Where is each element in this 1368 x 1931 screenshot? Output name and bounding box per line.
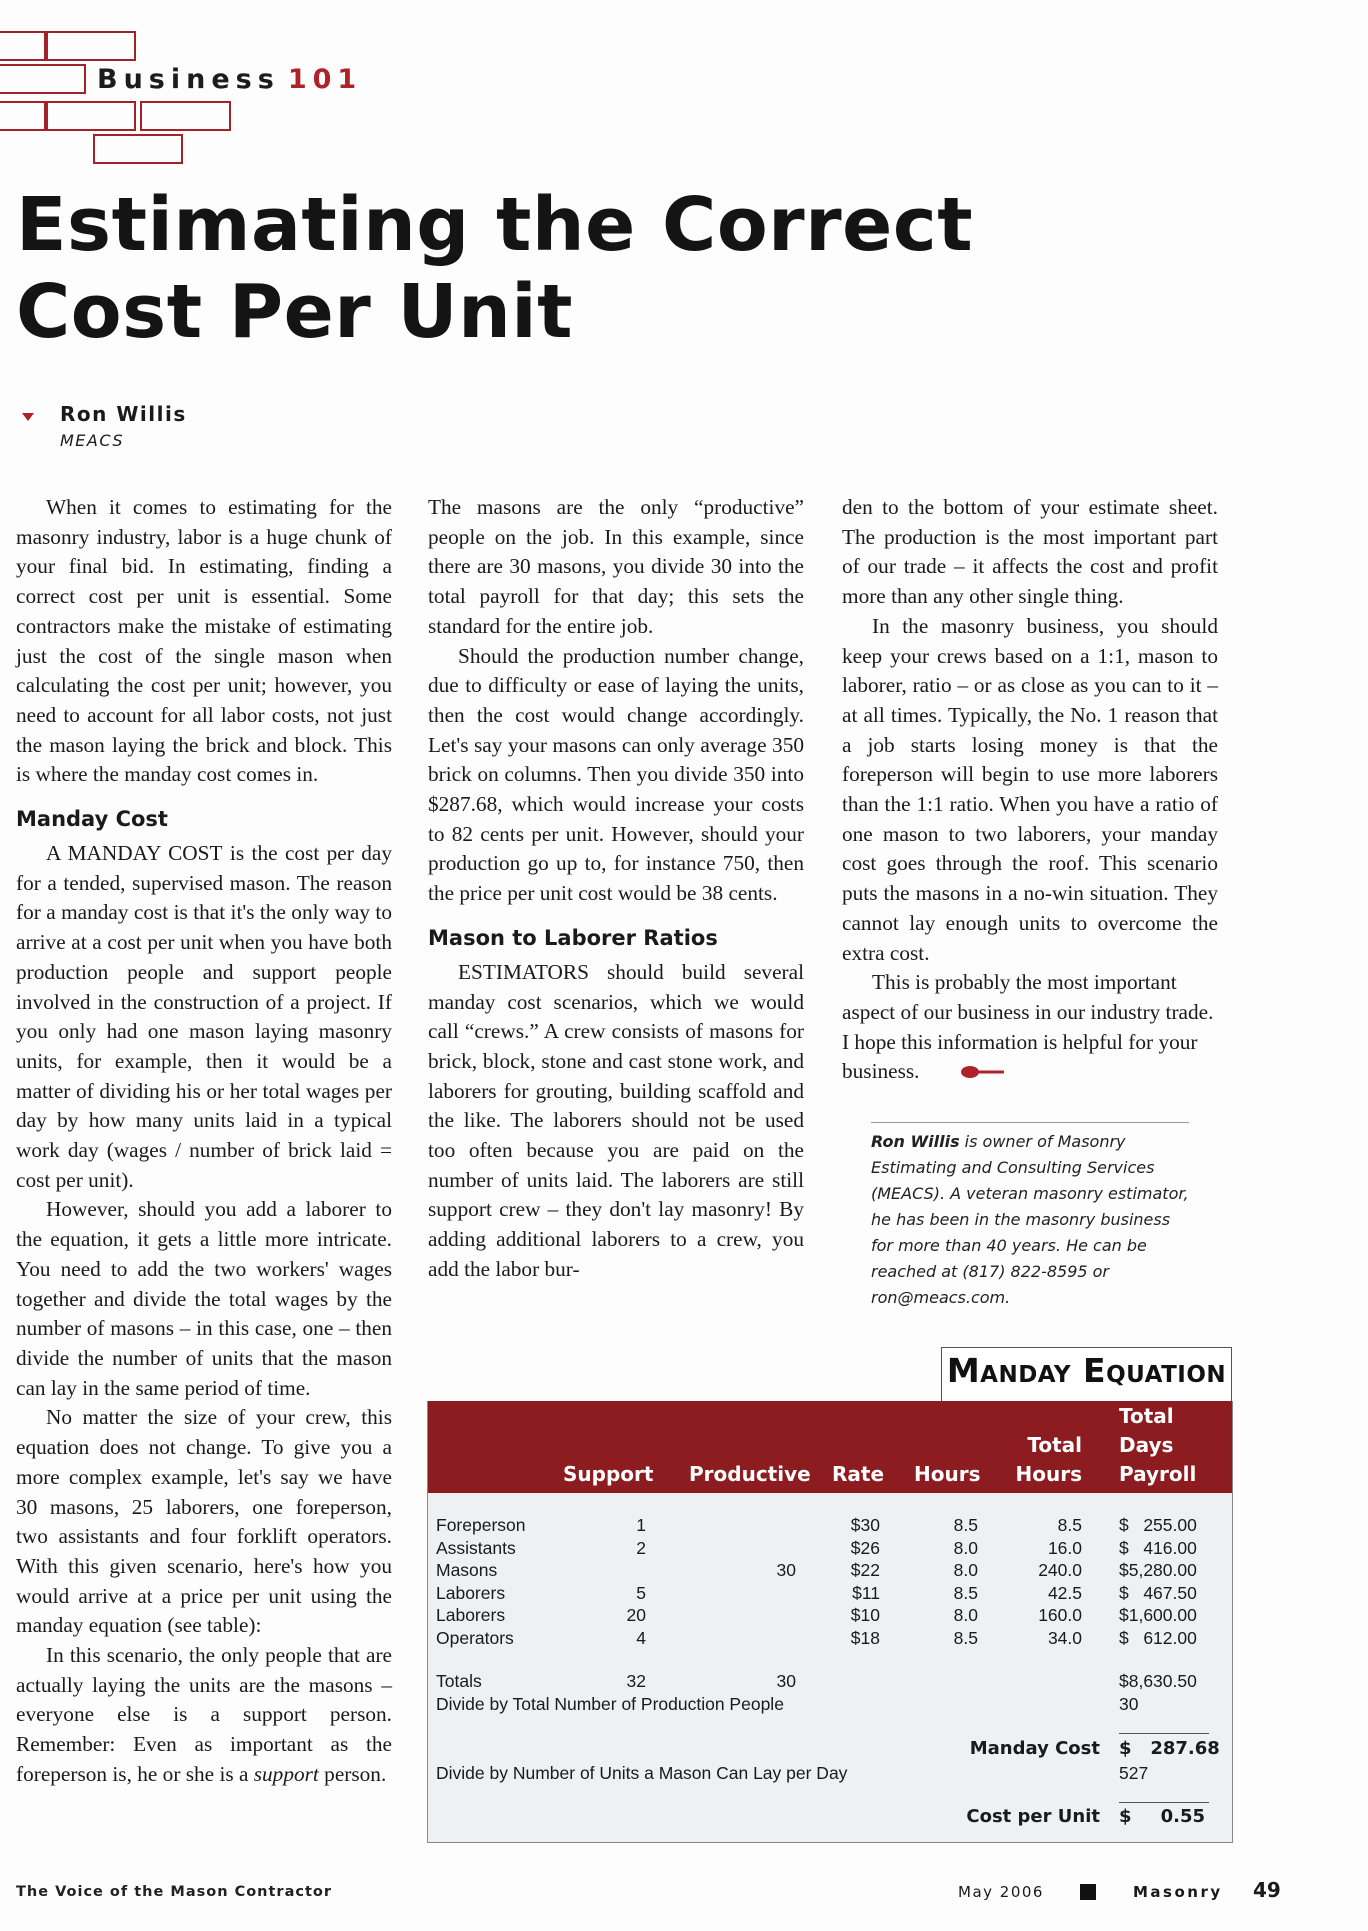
sum-rule — [1119, 1733, 1209, 1734]
table-cell-rate: $30 — [850, 1515, 880, 1535]
table-cell-hours: 8.5 — [953, 1582, 978, 1603]
author-name: Ron Willis — [60, 402, 187, 426]
col-header-payroll-2: Days — [1119, 1433, 1174, 1457]
table-cell-role: Foreperson — [436, 1515, 526, 1535]
divide-units-label: Divide by Number of Units a Mason Can Lay per Day — [436, 1763, 848, 1783]
paragraph-text: This is probably the most important aspect of our business in our industry trade. I hope this information is helpful for your business. — [842, 970, 1214, 1084]
footer-tagline: The Voice of the Mason Contractor — [16, 1884, 332, 1900]
totals-label: Totals — [436, 1671, 482, 1691]
paragraph: No matter the size of your crew, this equation does not change. To give you a more complex example, let's say we have 30 masons, 25 laborers, one foreperson, two assistants and four forklift operators. With this given scenario, here's how you would arrive at a price per unit using the manday equation (see table): — [16, 1405, 392, 1638]
title-line-2: Cost Per Unit — [16, 269, 574, 355]
byline-arrow-icon — [22, 413, 34, 421]
table-cell-total-hours: 8.5 — [1057, 1515, 1082, 1535]
table-cell-total-hours: 240.0 — [1038, 1560, 1082, 1580]
footer-magazine: Masonry — [1133, 1883, 1223, 1901]
table-cell-hours: 8.5 — [953, 1627, 978, 1648]
cost-per-unit-label: Cost per Unit — [966, 1806, 1100, 1827]
footer-date: May 2006 — [958, 1883, 1044, 1901]
subheading-ratios: Mason to Laborer Ratios — [428, 925, 718, 950]
divide-people-label: Divide by Total Number of Production People — [436, 1694, 784, 1714]
paragraph: The masons are the only “productive” people on the job. In this example, since there are 30 masons, you divide 30 into the total payroll for that day; this sets the standard for the entire job. — [428, 495, 804, 638]
table-cell-payroll: $5,280.00 — [1119, 1560, 1197, 1580]
paragraph-text: person. — [318, 1761, 387, 1786]
col-header-productive: Productive — [689, 1462, 811, 1486]
table-cell-payroll: $1,600.00 — [1119, 1605, 1197, 1625]
table-title: Manday Equation — [946, 1351, 1227, 1390]
col-header-total-hours-2: Hours — [1015, 1462, 1082, 1486]
article-column-2 — [428, 493, 804, 1285]
paragraph: den to the bottom of your estimate sheet. The production is the most important part of our trade – it affects the cost and profit more than any other single thing. — [842, 495, 1218, 609]
manday-cost-value: $ 287.68 — [1119, 1738, 1220, 1759]
table-cell-role: Laborers — [436, 1582, 506, 1603]
article-column-3 — [842, 493, 1218, 1088]
table-cell-hours: 8.0 — [953, 1605, 978, 1625]
emphasis: support — [253, 1761, 319, 1786]
table-cell-role: Masons — [436, 1560, 498, 1580]
table-cell-role: Laborers — [436, 1605, 506, 1625]
table-cell-payroll: $ 255.00 — [1119, 1515, 1197, 1535]
section-number: 101 — [287, 64, 363, 95]
paragraph: However, should you add a laborer to the equation, it gets a little more intricate. You need to add the two workers' wages together and divide the total wages by the number of masons – in this case, one – then divide the number of units that the mason can lay in the same period of time. — [16, 1197, 392, 1400]
paragraph — [842, 968, 1218, 1088]
table-cell-rate: $22 — [850, 1560, 880, 1580]
table-cell-productive: 30 — [776, 1560, 796, 1580]
table-cell-total-hours: 34.0 — [1047, 1627, 1082, 1648]
paragraph — [16, 1641, 392, 1790]
col-header-payroll-1: Total — [1119, 1404, 1174, 1428]
col-header-support: Support — [563, 1462, 654, 1486]
article-title — [16, 182, 1016, 356]
cost-per-unit-dollar: $ — [1119, 1806, 1132, 1827]
author-organization: MEACS — [60, 431, 124, 450]
table-header — [428, 1401, 1232, 1493]
lead-in: ESTIMATORS — [458, 959, 589, 984]
table-cell-hours: 8.5 — [953, 1515, 978, 1535]
table-cell-rate: $11 — [852, 1582, 880, 1603]
table-cell-payroll: $ 612.00 — [1119, 1627, 1197, 1648]
totals-support: 32 — [626, 1671, 646, 1691]
author-bio — [871, 1122, 1189, 1311]
table-cell-hours: 8.0 — [953, 1537, 978, 1558]
table-cell-support: 5 — [636, 1582, 646, 1603]
divide-units-value: 527 — [1119, 1763, 1149, 1783]
table-cell-total-hours: 42.5 — [1047, 1582, 1082, 1603]
paragraph — [16, 839, 392, 1195]
article-column-1 — [16, 493, 392, 1790]
paragraph: In the masonry business, you should keep your crews based on a 1:1, mason to laborer, ratio – or as close as you can to it – at all times. Typically, the No. 1 reason that a job starts losing money is that the foreperson will begin to use more laborers than the 1:1 ratio. When you have a ratio of one mason to two laborers, your manday cost goes through the roof. This scenario puts the masons in a no-win situation. They cannot lay enough units to overcome the extra cost. — [842, 613, 1218, 965]
footer-square-icon — [1080, 1884, 1096, 1900]
table-cell-hours: 8.0 — [953, 1560, 978, 1580]
section-name: Business — [97, 64, 280, 95]
table-cell-payroll: $ 416.00 — [1119, 1537, 1197, 1558]
divide-people-value: 30 — [1119, 1694, 1139, 1714]
col-header-hours: Hours — [914, 1462, 981, 1486]
table-cell-rate: $26 — [850, 1537, 880, 1558]
sum-rule — [1119, 1802, 1209, 1803]
bio-name: Ron Willis — [871, 1132, 960, 1151]
table-cell-support: 20 — [626, 1605, 646, 1625]
title-line-1: Estimating the Correct — [16, 182, 974, 268]
paragraph-text: is the cost per day for a tended, supervised mason. The reason for a manday cost is that it's the only way to arrive at a cost per unit when you have both production people and support people involved in the construction of a project. If you only had one mason laying masonry units, for example, then it would be a matter of dividing his or her total wages per day by how many units laid in a typical work day (wages / number of brick laid = cost per unit). — [16, 841, 392, 1192]
paragraph — [428, 958, 804, 1285]
col-header-rate: Rate — [832, 1462, 885, 1486]
section-label — [97, 64, 362, 95]
table-cell-payroll: $ 467.50 — [1119, 1582, 1197, 1603]
end-mark-icon — [930, 1059, 1004, 1089]
table-cell-total-hours: 16.0 — [1047, 1537, 1082, 1558]
totals-payroll: $8,630.50 — [1119, 1671, 1197, 1691]
manday-cost-label: Manday Cost — [969, 1738, 1100, 1759]
paragraph: Should the production number change, due to difficulty or ease of laying the units, then the cost would change accordingly. Let's say your masons can only average 350 brick on columns. Then you divide 350 into $287.68, which would increase your costs to 82 cents per unit. However, should your production go up to, for instance 750, then the price per unit cost would be 38 cents. — [428, 643, 804, 906]
paragraph-text: should build several manday cost scenarios, which we would call “crews.” A crew consists of masons for brick, block, stone and cast stone work, and laborers for grouting, building scaffold and the like. The laborers should not be used too often because you are paid on the number of units laid. The laborers are still support crew – they don't lay masonry! By adding additional laborers to a crew, you add the labor bur- — [428, 959, 804, 1281]
col-header-payroll-3: Payroll — [1119, 1462, 1197, 1486]
col-header-total-hours-1: Total — [1027, 1433, 1082, 1457]
subheading-manday-cost: Manday Cost — [16, 807, 168, 832]
paragraph: When it comes to estimating for the masonry industry, labor is a huge chunk of your final bid. In estimating, finding a correct cost per unit is essential. Some contractors make the mistake of estimating just the cost of the single mason when calculating the cost per unit; however, you need to account for all labor costs, not just the mason laying the brick and block. This is where the manday cost comes in. — [16, 495, 392, 787]
cost-per-unit-value: 0.55 — [1160, 1806, 1205, 1827]
bio-text: is owner of Masonry Estimating and Consulting Services (MEACS). A veteran masonry estimator, he has been in the masonry business for more than 40 years. He can be reached at (817) 822-8595 or ron@meacs.com. — [871, 1132, 1189, 1307]
table-cell-rate: $18 — [850, 1627, 880, 1648]
lead-in: A MANDAY COST — [46, 841, 223, 866]
paragraph-text: In this scenario, the only people that are actually laying the units are the masons – everyone else is a support person. Remember: Even as important as the foreperson is, he or she is a — [16, 1643, 392, 1786]
totals-productive: 30 — [776, 1671, 796, 1691]
table-cell-total-hours: 160.0 — [1038, 1605, 1082, 1625]
table-cell-support: 1 — [636, 1515, 646, 1535]
table-cell-support: 2 — [636, 1537, 646, 1558]
page-number: 49 — [1253, 1878, 1281, 1902]
table-cell-rate: $10 — [850, 1605, 880, 1625]
table-cell-role: Assistants — [436, 1537, 516, 1558]
table-cell-role: Operators — [436, 1627, 514, 1648]
table-cell-support: 4 — [636, 1627, 646, 1648]
